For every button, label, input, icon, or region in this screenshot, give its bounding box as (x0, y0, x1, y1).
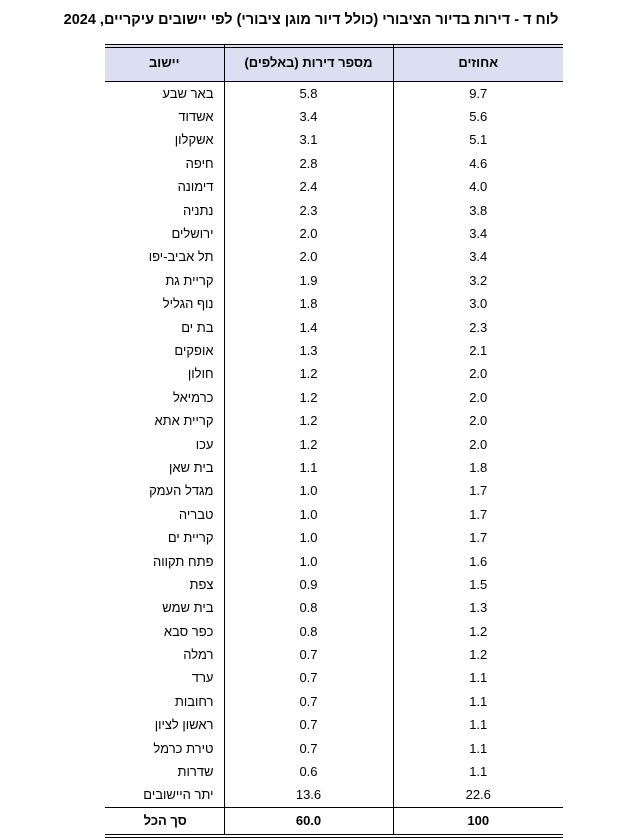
cell-percent: 1.1 (393, 714, 563, 737)
cell-locality: פתח תקווה (153, 553, 214, 569)
public-housing-table (105, 44, 563, 834)
cell-locality: תל אביב-יפו (148, 249, 214, 265)
cell-percent: 1.1 (393, 737, 563, 760)
cell-locality: עכו (195, 436, 214, 452)
cell-units: 1.2 (224, 433, 393, 456)
table-row (105, 597, 563, 620)
cell-units: 1.0 (224, 526, 393, 549)
cell-percent: 1.1 (393, 690, 563, 713)
table-row (105, 737, 563, 760)
column-header-locality: יישוב (105, 44, 224, 82)
cell-units: 1.4 (224, 316, 393, 339)
cell-locality: טירת כרמל (153, 740, 214, 756)
cell-percent: 1.7 (393, 526, 563, 549)
cell-percent: 3.2 (393, 269, 563, 292)
total-units: 60.0 (224, 808, 393, 835)
cell-percent: 5.6 (393, 105, 563, 128)
table-row (105, 339, 563, 362)
cell-units: 1.8 (224, 293, 393, 316)
table-row (105, 667, 563, 690)
cell-units: 5.8 (224, 82, 393, 106)
cell-percent: 3.4 (393, 222, 563, 245)
table-row (105, 176, 563, 199)
cell-percent: 1.5 (393, 573, 563, 596)
cell-locality: יתר היישובים (143, 787, 214, 803)
table-row (105, 456, 563, 479)
cell-units: 0.7 (224, 714, 393, 737)
page-title: לוח ד - דירות בדיור הציבורי (כולל דיור מוגן ציבורי) לפי יישובים עיקריים, 2024 (63, 12, 559, 28)
cell-units: 2.8 (224, 152, 393, 175)
cell-units: 1.2 (224, 409, 393, 432)
cell-percent: 2.0 (393, 409, 563, 432)
table-row (105, 363, 563, 386)
cell-percent: 1.7 (393, 503, 563, 526)
total-label: סך הכל (105, 808, 224, 835)
table-row (105, 199, 563, 222)
cell-percent: 1.1 (393, 667, 563, 690)
table-row (105, 480, 563, 503)
cell-locality: אופקים (174, 342, 214, 358)
cell-units: 2.0 (224, 222, 393, 245)
table-row (105, 573, 563, 596)
cell-units: 0.9 (224, 573, 393, 596)
table-row (105, 82, 563, 106)
table-row (105, 129, 563, 152)
cell-locality: שדרות (177, 764, 214, 780)
cell-units: 0.8 (224, 620, 393, 643)
cell-units: 1.0 (224, 480, 393, 503)
total-percent: 100 (393, 808, 563, 835)
table-header-row (105, 44, 563, 82)
table-row (105, 433, 563, 456)
table-row (105, 760, 563, 783)
table-row (105, 503, 563, 526)
cell-percent: 1.2 (393, 643, 563, 666)
cell-percent: 9.7 (393, 82, 563, 106)
cell-units: 1.0 (224, 503, 393, 526)
cell-locality: צפת (189, 576, 214, 592)
cell-percent: 4.0 (393, 176, 563, 199)
cell-locality: דימונה (177, 179, 214, 195)
table-row (105, 620, 563, 643)
table-header (105, 44, 563, 82)
cell-units: 1.0 (224, 550, 393, 573)
cell-locality: אשקלון (174, 132, 214, 148)
cell-locality: כרמיאל (173, 389, 214, 405)
cell-percent: 1.8 (393, 456, 563, 479)
cell-locality: ראשון לציון (154, 717, 214, 733)
cell-percent: 2.0 (393, 386, 563, 409)
cell-percent: 2.1 (393, 339, 563, 362)
cell-locality: חולון (187, 366, 214, 382)
cell-units: 2.3 (224, 199, 393, 222)
cell-locality: נוף הגליל (162, 296, 214, 312)
table-row (105, 526, 563, 549)
cell-percent: 2.0 (393, 363, 563, 386)
table-body (105, 82, 563, 835)
table-row (105, 643, 563, 666)
cell-percent: 4.6 (393, 152, 563, 175)
cell-units: 1.3 (224, 339, 393, 362)
cell-units: 1.1 (224, 456, 393, 479)
column-header-percent: אחוזים (393, 44, 563, 82)
cell-locality: חיפה (185, 155, 214, 171)
cell-units: 0.7 (224, 690, 393, 713)
cell-percent: 5.1 (393, 129, 563, 152)
cell-units: 3.1 (224, 129, 393, 152)
cell-percent: 1.3 (393, 597, 563, 620)
cell-locality: בת ים (181, 319, 214, 335)
cell-units: 2.0 (224, 246, 393, 269)
public-housing-table-container (105, 44, 563, 834)
cell-units: 2.4 (224, 176, 393, 199)
table-row (105, 714, 563, 737)
table-row (105, 409, 563, 432)
cell-units: 3.4 (224, 105, 393, 128)
table-row (105, 316, 563, 339)
cell-units: 0.8 (224, 597, 393, 620)
cell-locality: רמלה (183, 647, 214, 663)
cell-units: 0.7 (224, 667, 393, 690)
table-total-row (105, 808, 563, 835)
cell-units: 0.7 (224, 737, 393, 760)
table-row (105, 386, 563, 409)
cell-units: 1.2 (224, 386, 393, 409)
cell-locality: בית שמש (162, 600, 214, 616)
cell-percent: 3.8 (393, 199, 563, 222)
cell-locality: ירושלים (171, 226, 214, 242)
cell-percent: 1.2 (393, 620, 563, 643)
table-row (105, 784, 563, 808)
table-row (105, 550, 563, 573)
table-row (105, 105, 563, 128)
column-header-units: מספר דירות (באלפים) (224, 44, 393, 82)
table-bottom-double-rule (105, 834, 563, 838)
cell-locality: באר שבע (162, 85, 214, 101)
cell-locality: אשדוד (178, 109, 214, 125)
cell-locality: נתניה (183, 202, 214, 218)
cell-locality: כפר סבא (163, 623, 214, 639)
table-row (105, 222, 563, 245)
cell-locality: בית שאן (168, 459, 214, 475)
cell-percent: 3.0 (393, 293, 563, 316)
cell-percent: 2.3 (393, 316, 563, 339)
cell-percent: 1.6 (393, 550, 563, 573)
cell-percent: 1.7 (393, 480, 563, 503)
cell-percent: 1.1 (393, 760, 563, 783)
table-row (105, 269, 563, 292)
table-row (105, 152, 563, 175)
cell-units: 1.9 (224, 269, 393, 292)
cell-units: 0.7 (224, 643, 393, 666)
cell-units: 0.6 (224, 760, 393, 783)
cell-units: 13.6 (224, 784, 393, 808)
cell-percent: 2.0 (393, 433, 563, 456)
cell-locality: ערד (191, 670, 214, 686)
cell-locality: רחובות (174, 693, 214, 709)
cell-locality: מגדל העמק (149, 483, 214, 499)
cell-percent: 3.4 (393, 246, 563, 269)
cell-locality: טבריה (178, 506, 214, 522)
table-row (105, 690, 563, 713)
table-row (105, 293, 563, 316)
cell-locality: קריית אתא (154, 413, 214, 429)
cell-percent: 22.6 (393, 784, 563, 808)
cell-units: 1.2 (224, 363, 393, 386)
cell-locality: קריית ים (167, 530, 214, 546)
table-row (105, 246, 563, 269)
cell-locality: קריית גת (165, 272, 214, 288)
